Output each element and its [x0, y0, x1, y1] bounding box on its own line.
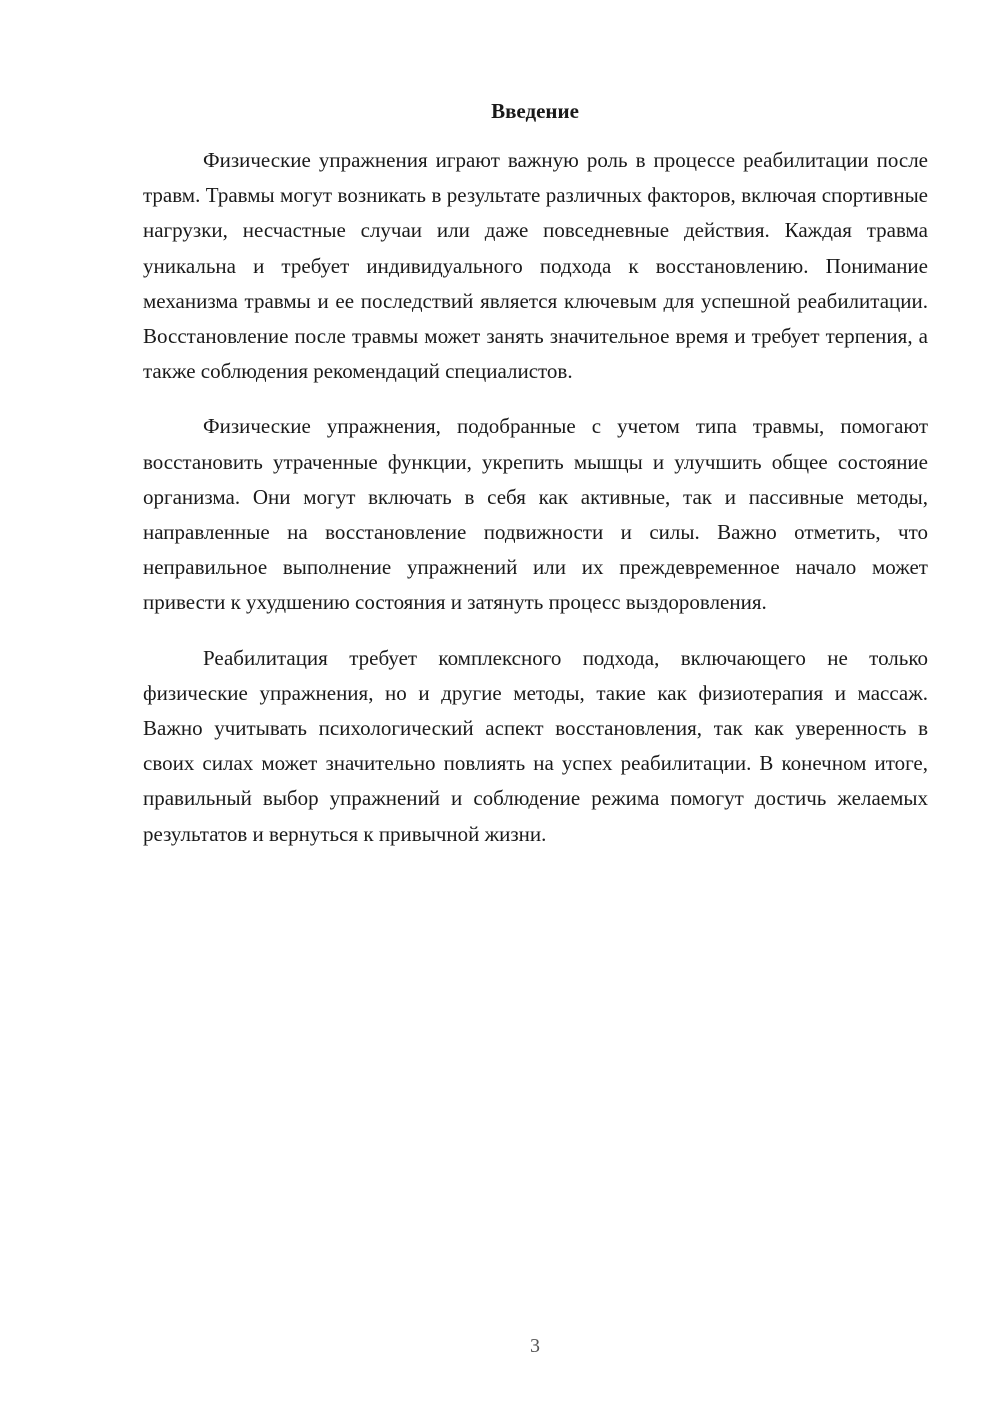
paragraph-3: Реабилитация требует комплексного подхода, включающего не только физические упражнения, но и другие методы, такие как физиотерапия и массаж. Важно учитывать психологический аспект восстановления, так как уверенность в своих силах может значительно повлиять на успех реабилитации. В конечном итоге, правильный выбор упражнений и соблюдение режима помогут достичь желаемых результатов и вернуться к привычной жизни. — [143, 645, 928, 846]
section-title: Введение — [491, 99, 579, 123]
paragraph-1: Физические упражнения играют важную роль в процессе реабилитации после травм. Травмы могут возникать в результате различных факторов, включая спортивные нагрузки, несчастные случаи или даже повседневные действия. Каждая травма уникальна и требует индивидуального подхода к восстановлению. Понимание механизма травмы и ее последствий является ключевым для успешной реабилитации. Восстановление после травмы может занять значительное время и требует терпения, а также соблюдения рекомендаций специалистов. — [143, 148, 928, 384]
paragraph-2: Физические упражнения, подобранные с учетом типа травмы, помогают восстановить утраченные функции, укрепить мышцы и улучшить общее состояние организма. Они могут включать в себя как активные, так и пассивные методы, направленные на восстановление подвижности и силы. Важно отметить, что неправильное выполнение упражнений или их преждевременное начало может привести к ухудшению состояния и затянуть процесс выздоровления. — [143, 414, 928, 615]
body-text — [143, 143, 928, 872]
page-number: 3 — [530, 1335, 540, 1357]
